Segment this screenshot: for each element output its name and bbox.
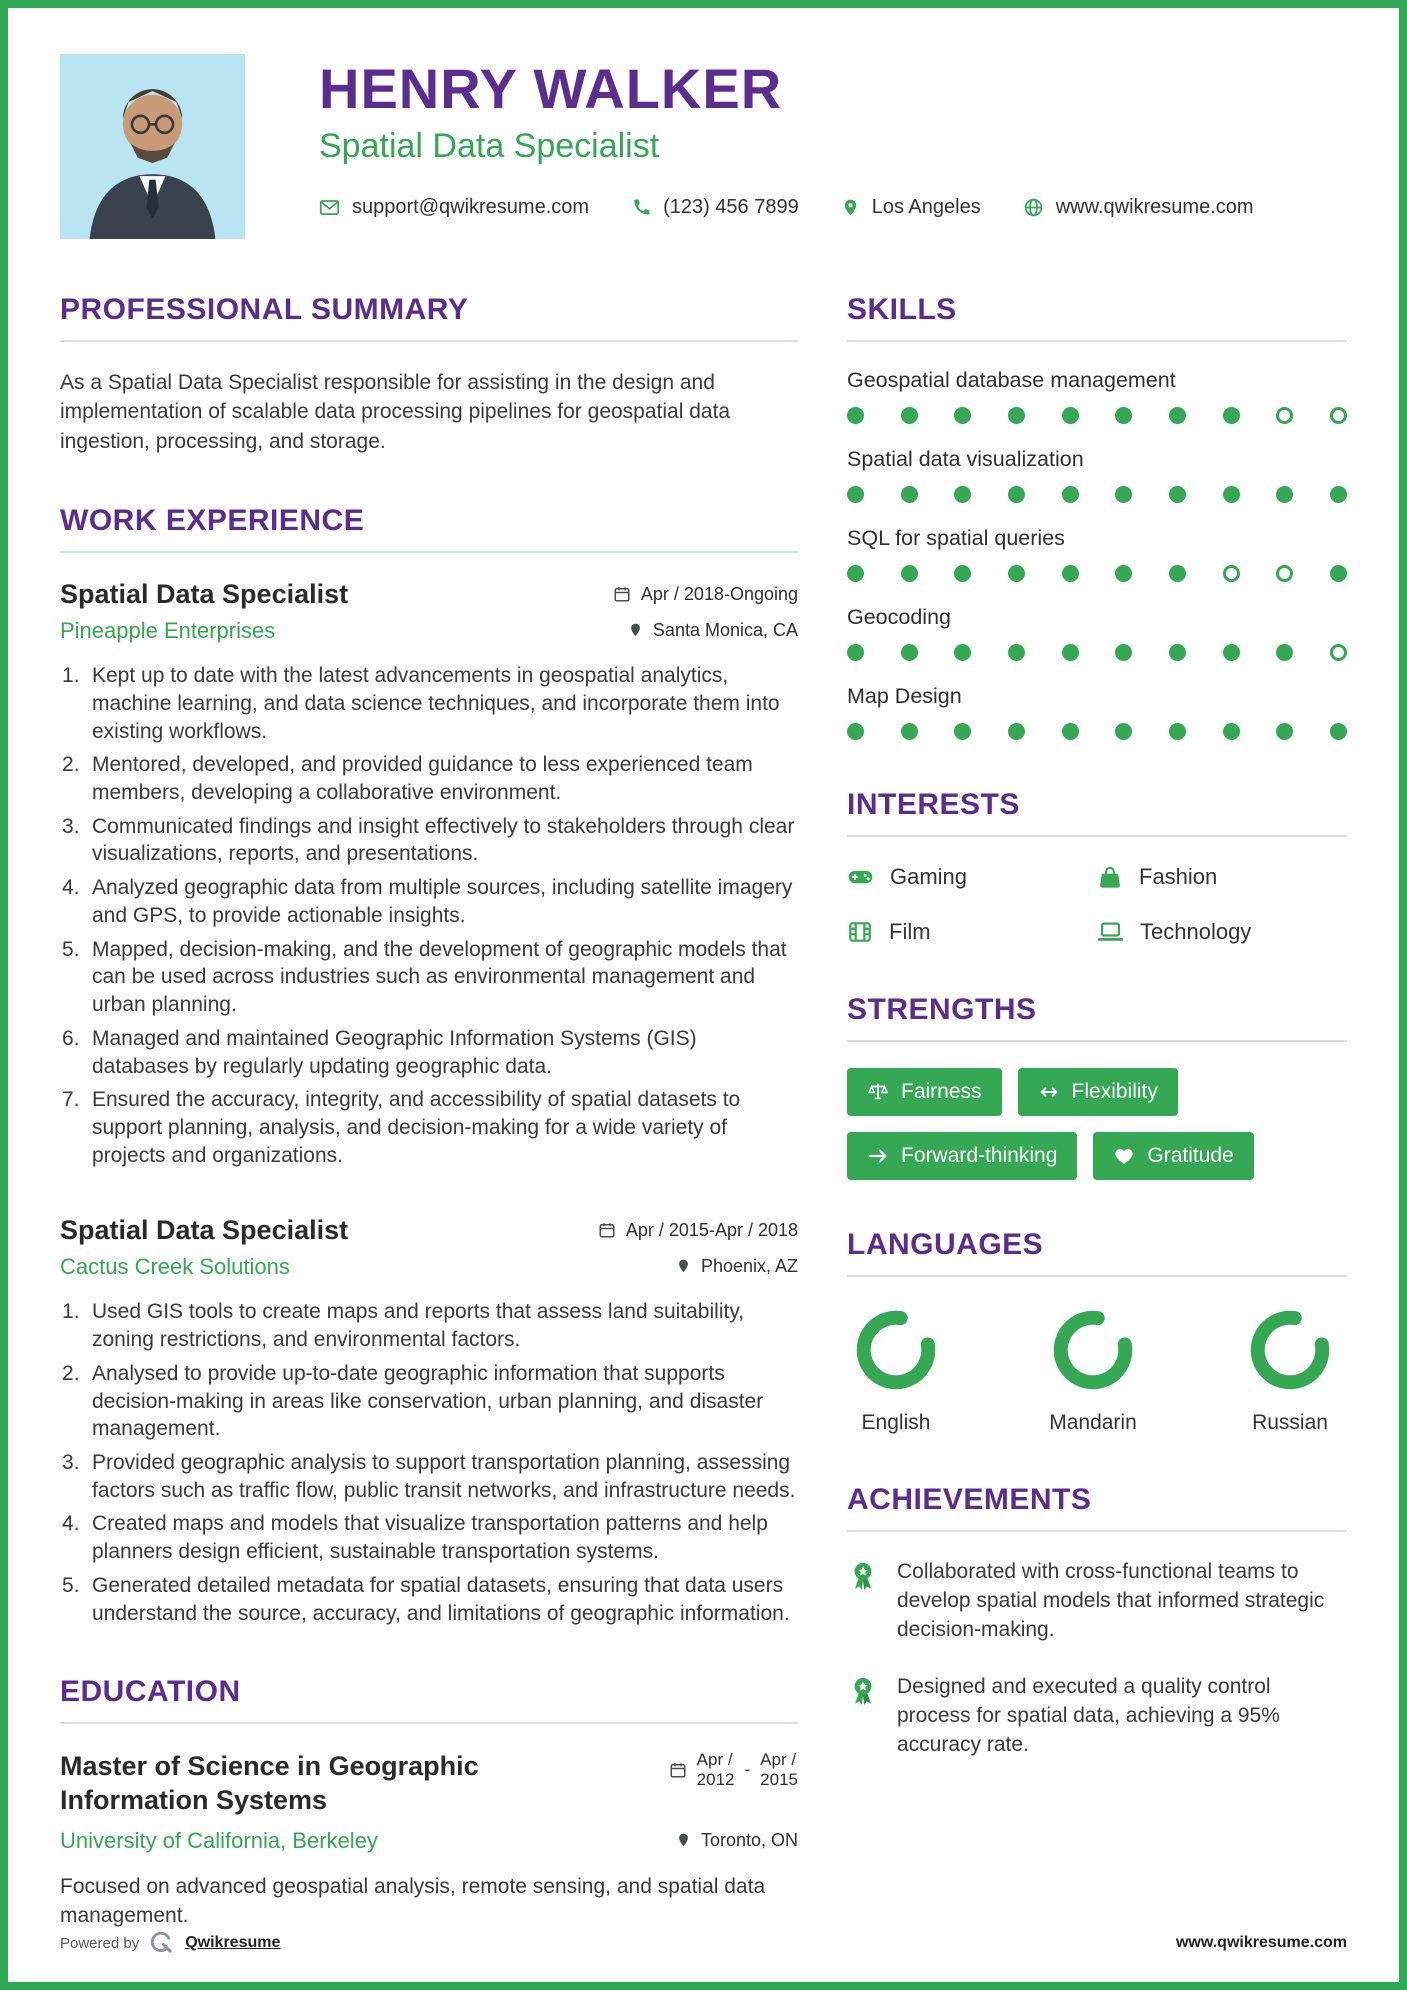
job-dates — [598, 1220, 798, 1241]
skill-dot — [1330, 407, 1347, 424]
skill-dot — [1276, 486, 1293, 503]
contact-website-text: www.qwikresume.com — [1055, 195, 1254, 218]
powered-by-label: Powered by — [60, 1934, 140, 1952]
section-summary — [60, 293, 798, 456]
skill-item — [847, 447, 1347, 503]
film-icon — [847, 919, 873, 945]
skill-dot — [1276, 644, 1293, 661]
language-label: English — [861, 1411, 931, 1434]
job-location-text: Santa Monica, CA — [652, 620, 798, 641]
section-experience — [60, 504, 798, 1627]
education-description: Focused on advanced geospatial analysis, remote sensing, and spatial data management. — [60, 1874, 766, 1928]
strength-badge — [847, 1068, 1002, 1116]
skill-dot — [1330, 723, 1347, 740]
skill-dot-row — [847, 407, 1347, 424]
achievement-item — [847, 1558, 1347, 1645]
language-item — [1247, 1307, 1333, 1435]
skill-dot — [1169, 486, 1186, 503]
skill-dot — [1330, 644, 1347, 661]
header — [60, 8, 1347, 239]
skill-dot — [1169, 723, 1186, 740]
skill-dot — [1008, 486, 1025, 503]
pushpin-icon — [628, 623, 643, 638]
interests-heading: INTERESTS — [847, 788, 1347, 837]
section-skills — [847, 293, 1347, 740]
job-bullet: Mapped, decision-making, and the development of geographic models that can be used across industries such as environmental management and urban planning. — [92, 937, 787, 1017]
globe-icon — [1023, 197, 1044, 218]
contact-website[interactable] — [1023, 196, 1254, 219]
skill-dot — [1276, 723, 1293, 740]
interest-item — [847, 918, 1097, 945]
right-arrow-icon — [867, 1145, 889, 1167]
skill-dot — [901, 486, 918, 503]
skill-dot — [847, 486, 864, 503]
contact-location-text: Los Angeles — [871, 195, 981, 218]
profile-photo — [60, 54, 245, 239]
main-columns — [60, 293, 1347, 1979]
skill-dot — [1062, 407, 1079, 424]
job-bullet: Created maps and models that visualize transportation patterns and help planners design efficient, sustainable transportation systems. — [92, 1512, 768, 1564]
strengths-heading: STRENGTHS — [847, 993, 1347, 1042]
skill-dot — [847, 644, 864, 661]
strength-label: Forward-thinking — [901, 1144, 1058, 1167]
education-school: University of California, Berkeley — [60, 1827, 378, 1853]
skill-dot — [954, 407, 971, 424]
skill-dot — [954, 723, 971, 740]
strength-label: Flexibility — [1071, 1080, 1158, 1103]
footer — [60, 1930, 1347, 1956]
right-column — [847, 293, 1347, 1979]
skill-dot — [901, 407, 918, 424]
interest-label: Gaming — [890, 863, 968, 889]
skill-dot — [954, 565, 971, 582]
skill-dot — [901, 565, 918, 582]
skill-item — [847, 684, 1347, 740]
skill-dot-row — [847, 486, 1347, 503]
education-dates — [669, 1750, 798, 1789]
pushpin-icon — [676, 1259, 691, 1274]
job-company: Pineapple Enterprises — [60, 618, 276, 644]
medal-icon — [847, 1560, 879, 1592]
job-location — [628, 620, 798, 641]
interest-label: Technology — [1140, 918, 1252, 944]
envelope-icon — [319, 197, 340, 218]
skill-dot — [1008, 644, 1025, 661]
languages-heading: LANGUAGES — [847, 1228, 1347, 1277]
skill-label: Spatial data visualization — [847, 447, 1084, 471]
education-heading: EDUCATION — [60, 1675, 798, 1724]
language-ring — [853, 1307, 939, 1393]
skill-dot — [1223, 644, 1240, 661]
skill-item — [847, 605, 1347, 661]
job-entry — [60, 579, 798, 1169]
language-label: Russian — [1252, 1411, 1328, 1434]
job-bullet: Mentored, developed, and provided guidance to less experienced team members, developing a collaborative environment. — [92, 753, 753, 805]
section-achievements — [847, 1483, 1347, 1760]
job-title: Spatial Data Specialist — [60, 579, 349, 610]
skill-dot-row — [847, 565, 1347, 582]
skill-dot — [1062, 644, 1079, 661]
contact-email-text: support@qwikresume.com — [352, 195, 590, 218]
interest-item — [1097, 863, 1347, 890]
job-bullet: Used GIS tools to create maps and reports that assess land suitability, zoning restrictions, and environmental factors. — [92, 1300, 745, 1352]
medal-icon — [847, 1675, 879, 1707]
job-dates-text: Apr / 2015-Apr / 2018 — [625, 1219, 798, 1240]
summary-text: As a Spatial Data Specialist responsible for assisting in the design and implementation of scalable data processing pipelines for geospatial data ingestion, processing, and storage. — [60, 371, 731, 453]
calendar-icon — [669, 1761, 687, 1779]
interest-item — [847, 863, 1097, 890]
skill-label: Map Design — [847, 684, 962, 708]
skill-dot — [1169, 407, 1186, 424]
skill-dot — [954, 644, 971, 661]
strength-badge — [847, 1132, 1077, 1180]
skill-label: Geospatial database management — [847, 368, 1176, 392]
contact-location — [841, 196, 981, 219]
skill-dot — [1115, 565, 1132, 582]
scales-icon — [867, 1081, 889, 1103]
job-title: Spatial Data Specialist — [60, 1215, 349, 1246]
skill-dot-row — [847, 723, 1347, 740]
language-item — [853, 1307, 939, 1435]
skill-label: SQL for spatial queries — [847, 526, 1065, 550]
skill-dot — [1008, 723, 1025, 740]
contact-phone[interactable] — [631, 196, 799, 219]
language-label: Mandarin — [1049, 1411, 1137, 1434]
job-dates — [613, 584, 798, 605]
strength-badge — [1018, 1068, 1178, 1116]
skill-dot — [1062, 723, 1079, 740]
heart-icon — [1113, 1145, 1135, 1167]
skill-dot — [901, 723, 918, 740]
skill-dot — [1115, 723, 1132, 740]
skill-dot — [954, 486, 971, 503]
job-entry — [60, 1215, 798, 1627]
skill-dot — [1169, 565, 1186, 582]
skill-dot — [1330, 565, 1347, 582]
skill-dot — [1330, 486, 1347, 503]
phone-icon — [631, 197, 651, 217]
skill-dot — [1115, 407, 1132, 424]
interest-label: Film — [889, 918, 931, 944]
skill-label: Geocoding — [847, 605, 951, 629]
job-dates-text: Apr / 2018-Ongoing — [640, 583, 798, 604]
achievement-text: Designed and executed a quality control process for spatial data, achieving a 95% accuracy rate. — [897, 1674, 1280, 1756]
calendar-icon — [613, 585, 631, 603]
skill-dot-row — [847, 644, 1347, 661]
strength-label: Fairness — [901, 1080, 982, 1103]
skill-dot — [847, 723, 864, 740]
language-item — [1049, 1307, 1137, 1435]
header-text — [319, 54, 1254, 239]
experience-heading: WORK EXPERIENCE — [60, 504, 798, 553]
interest-label: Fashion — [1139, 863, 1218, 889]
job-bullet: Generated detailed metadata for spatial datasets, ensuring that data users understand the source, accuracy, and limitations of geographic information. — [92, 1573, 790, 1625]
calendar-icon — [598, 1221, 616, 1239]
skill-item — [847, 526, 1347, 582]
gamepad-icon — [847, 863, 874, 890]
language-ring — [1247, 1307, 1333, 1393]
qwikresume-brand-link[interactable]: Qwikresume — [185, 1934, 281, 1951]
skills-heading: SKILLS — [847, 293, 1347, 342]
left-right-arrow-icon — [1038, 1081, 1060, 1103]
section-education — [60, 1675, 798, 1930]
job-location — [676, 1256, 798, 1277]
education-degree: Master of Science in Geographic Information Systems — [60, 1751, 479, 1816]
education-location-text: Toronto, ON — [700, 1829, 798, 1850]
skill-dot — [1223, 486, 1240, 503]
achievement-text: Collaborated with cross-functional teams to develop spatial models that informed strategic decision-making. — [897, 1560, 1325, 1641]
skill-dot — [1276, 407, 1293, 424]
job-bullets — [60, 1298, 798, 1627]
skill-dot — [1062, 486, 1079, 503]
section-languages — [847, 1228, 1347, 1435]
skill-dot — [901, 644, 918, 661]
contact-row — [319, 196, 1254, 219]
skill-dot — [1062, 565, 1079, 582]
handbag-icon — [1097, 864, 1123, 890]
achievements-heading: ACHIEVEMENTS — [847, 1483, 1347, 1532]
education-date-end: Apr / 2015 — [760, 1750, 798, 1789]
skill-dot — [1223, 565, 1240, 582]
section-interests — [847, 788, 1347, 945]
skill-item — [847, 368, 1347, 424]
job-bullet: Analysed to provide up-to-date geographic information that supports decision-making in areas like conservation, urban planning, and disaster management. — [92, 1361, 764, 1441]
education-date-start: Apr / 2012 — [696, 1750, 735, 1789]
education-date-separator: - — [744, 1759, 751, 1779]
skill-dot — [847, 407, 864, 424]
skill-dot — [1223, 723, 1240, 740]
job-bullet: Provided geographic analysis to support transportation planning, assessing factors such as traffic flow, public transit networks, and infrastructure needs. — [92, 1450, 796, 1502]
skill-dot — [1223, 407, 1240, 424]
interest-item — [1097, 918, 1347, 945]
strength-label: Gratitude — [1147, 1144, 1234, 1167]
job-bullet: Ensured the accuracy, integrity, and accessibility of spatial datasets to support planning, analysis, and decision-making for a wide variety of projects and organizations. — [92, 1088, 741, 1167]
education-location — [676, 1830, 798, 1851]
job-company: Cactus Creek Solutions — [60, 1254, 290, 1280]
laptop-icon — [1097, 918, 1124, 945]
achievement-item — [847, 1673, 1347, 1760]
contact-email[interactable] — [319, 196, 589, 219]
candidate-name: HENRY WALKER — [319, 57, 783, 120]
strength-badge — [1093, 1132, 1253, 1180]
profile-photo-image — [60, 54, 245, 239]
section-strengths — [847, 993, 1347, 1180]
job-location-text: Phoenix, AZ — [700, 1256, 798, 1277]
skill-dot — [1008, 565, 1025, 582]
job-bullet: Kept up to date with the latest advancements in geospatial analytics, machine learning, and data science techniques, and incorporate them into existing workflows. — [92, 664, 780, 743]
pushpin-icon — [676, 1833, 691, 1848]
map-pin-icon — [841, 198, 860, 217]
candidate-title: Spatial Data Specialist — [319, 126, 660, 165]
skill-dot — [847, 565, 864, 582]
footer-website-link[interactable]: www.qwikresume.com — [1175, 1934, 1347, 1951]
skill-dot — [1115, 644, 1132, 661]
job-bullets — [60, 662, 798, 1169]
job-bullet: Communicated findings and insight effectively to stakeholders through clear visualizations, reports, and presentations. — [92, 814, 795, 866]
qwikresume-logo-icon — [149, 1930, 175, 1956]
contact-phone-text: (123) 456 7899 — [663, 195, 799, 218]
left-column — [60, 293, 798, 1979]
job-bullet: Analyzed geographic data from multiple sources, including satellite imagery and GPS, to provide actionable insights. — [92, 876, 793, 927]
language-ring — [1050, 1307, 1136, 1393]
skill-dot — [1169, 644, 1186, 661]
skill-dot — [1008, 407, 1025, 424]
job-bullet: Managed and maintained Geographic Information Systems (GIS) databases by regularly updating geographic data. — [92, 1026, 697, 1078]
skill-dot — [1115, 486, 1132, 503]
skill-dot — [1276, 565, 1293, 582]
summary-heading: PROFESSIONAL SUMMARY — [60, 293, 798, 342]
